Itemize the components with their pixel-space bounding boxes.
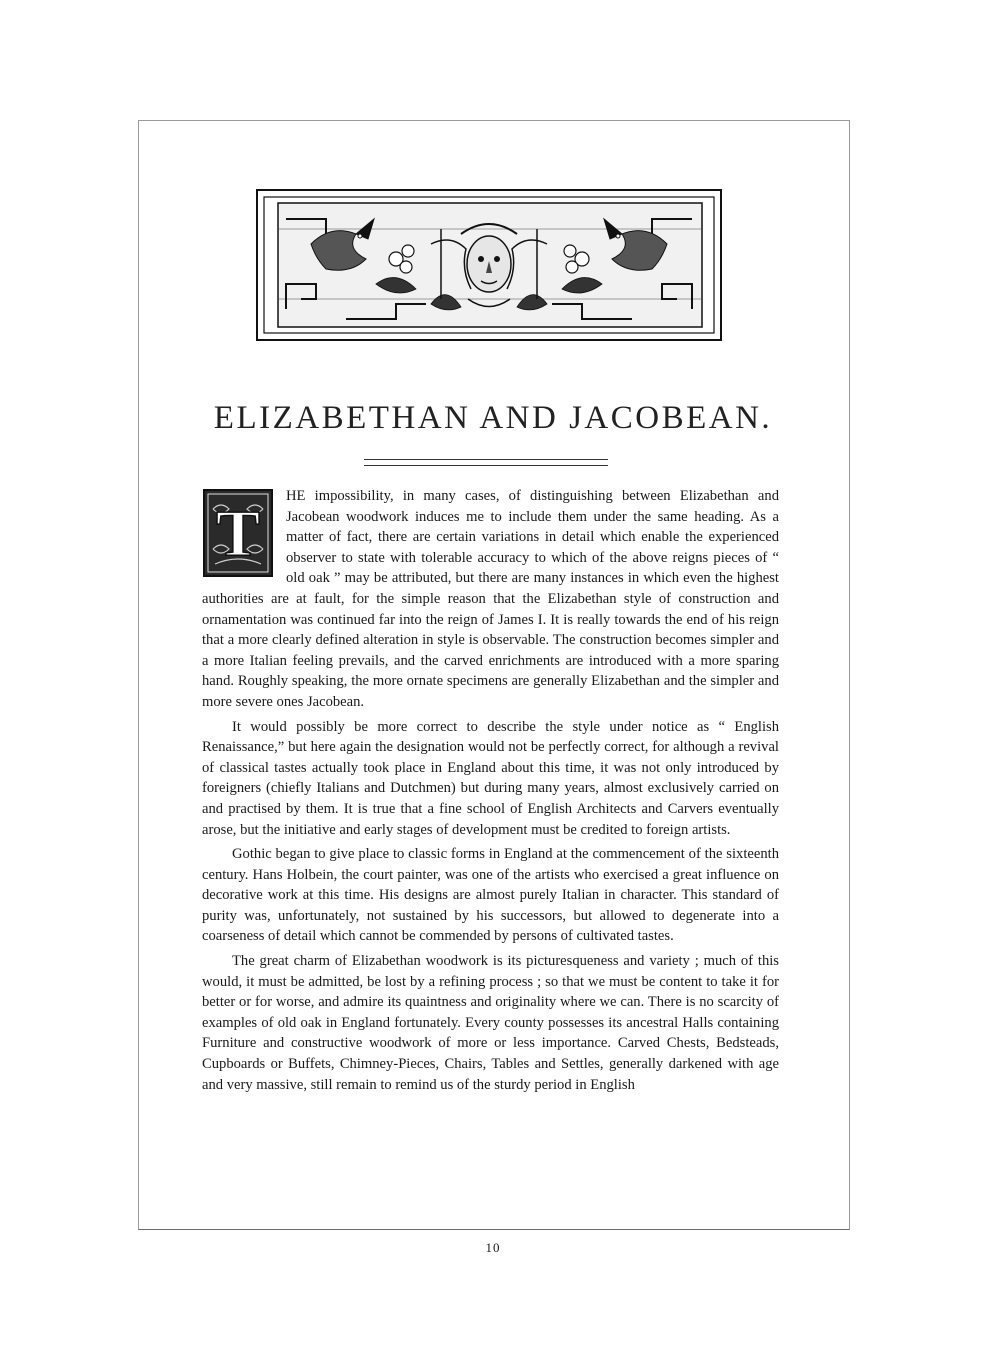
paragraph-1: HE impossibility, in many cases, of distinguishing between Elizabethan and Jacobean woodwork induces me to include them under the same heading. As a matter of fact, there are certain variations in detail which enable the experienced observer to state with tolerable accuracy to which of the above reigns pieces of “ old oak ” may be attributed, but there are many instances in which even the highest authorities are at fault, for the simple reason that the Elizabethan style of construction and ornamentation was continued far into the reign of James I. It is really towards the end of his reign that a more clearly defined alteration in style is observable. The construction becomes simpler and a more Italian feeling prevails, and the carved enrichments are introduced with a more sparing hand. Roughly speaking, the more ornate specimens are generally Elizabethan and the simpler and more severe ones Jacobean. (202, 488, 779, 710)
body-text (202, 486, 779, 1099)
paragraph-4: The great charm of Elizabethan woodwork is its picturesqueness and variety ; much of this would, it must be admitted, be lost by a refining process ; so that we must be content to take it for better or for worse, and admire its quaintness and originality where we can. There is no scarcity of examples of old oak in England fortunately. Every county possesses its ancestral Halls containing Furniture and constructive woodwork of more or less importance. Carved Chests, Bedsteads, Cupboards or Buffets, Chimney-Pieces, Chairs, Tables and Settles, generally darkened with age and very massive, still remain to remind us of the sturdy period in English (202, 953, 779, 1093)
carved-panel-illustration (256, 189, 722, 341)
chapter-title: ELIZABETHAN AND JACOBEAN. (213, 400, 773, 436)
paragraph-3: Gothic began to give place to classic forms in England at the commencement of the sixteenth century. Hans Holbein, the court painter, was one of the artists who exercised a great influence on decorative work at this time. His designs are almost purely Italian in character. This standard of purity was, unfortunately, not sustained by his successors, but allowed to degenerate into a coarseness of detail which cannot be commended by persons of cultivated tastes. (202, 846, 779, 945)
drop-cap-letter: T (215, 497, 261, 570)
paragraph-2: It would possibly be more correct to describe the style under notice as “ English Renaissance,” but here again the designation would not be perfectly correct, for although a revival of classical tastes actually took place in England about this time, it was not only introduced by foreigners (chiefly Italians and Dutchmen) but during many years, almost exclusively carried on and practised by them. It is true that a fine school of English Architects and Carvers eventually arose, but the initiative and early stages of development must be credited to foreign artists. (202, 718, 779, 838)
title-double-rule (364, 459, 608, 466)
page-number: 10 (485, 1240, 501, 1255)
